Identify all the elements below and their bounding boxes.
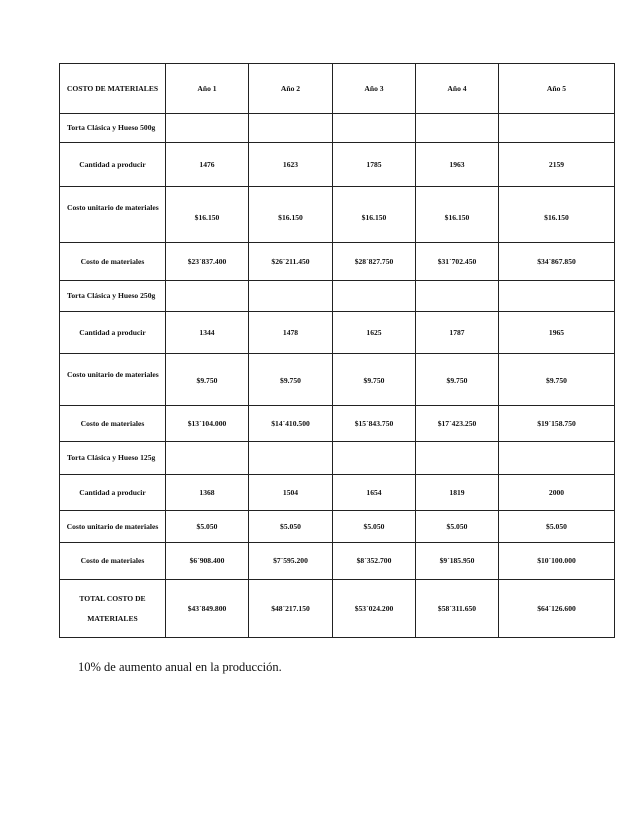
- table-cell: 1368: [166, 475, 249, 511]
- table-row: [60, 475, 615, 511]
- table-row: [60, 354, 615, 406]
- table-cell: $9.750: [416, 354, 499, 406]
- year-header: Año 5: [499, 64, 615, 114]
- total-cell: $53´024.200: [333, 580, 416, 638]
- total-cell: $48´217.150: [249, 580, 333, 638]
- table-cell: $6´908.400: [166, 543, 249, 580]
- section-title-row: [60, 281, 615, 312]
- table-cell: 1625: [333, 312, 416, 354]
- year-header: Año 4: [416, 64, 499, 114]
- table-row: [60, 543, 615, 580]
- table-cell: $7´595.200: [249, 543, 333, 580]
- table-row: [60, 243, 615, 281]
- total-label: TOTAL COSTO DE MATERIALES: [60, 580, 166, 638]
- year-header: Año 1: [166, 64, 249, 114]
- table-cell: $26´211.450: [249, 243, 333, 281]
- table-cell: 1963: [416, 143, 499, 187]
- table-cell: 2000: [499, 475, 615, 511]
- table-cell: $15´843.750: [333, 406, 416, 442]
- table-cell: $9´185.950: [416, 543, 499, 580]
- total-row: [60, 580, 615, 638]
- table-row: [60, 406, 615, 442]
- section-title: Torta Clásica y Hueso 250g: [60, 281, 166, 312]
- table-cell: $17´423.250: [416, 406, 499, 442]
- row-label: Cantidad a producir: [60, 475, 166, 511]
- total-cell: $58´311.650: [416, 580, 499, 638]
- total-cell: $64´126.600: [499, 580, 615, 638]
- table-cell: $14´410.500: [249, 406, 333, 442]
- table-cell: 1819: [416, 475, 499, 511]
- table-cell: $5.050: [499, 511, 615, 543]
- table-cell: $9.750: [333, 354, 416, 406]
- table-row: [60, 511, 615, 543]
- table-cell: $5.050: [416, 511, 499, 543]
- table-cell: 1787: [416, 312, 499, 354]
- table-row: [60, 143, 615, 187]
- header-label: COSTO DE MATERIALES: [60, 64, 166, 114]
- row-label: Cantidad a producir: [60, 312, 166, 354]
- table-header-row: [60, 64, 615, 114]
- table-cell: $9.750: [249, 354, 333, 406]
- row-label: Cantidad a producir: [60, 143, 166, 187]
- table-cell: 1623: [249, 143, 333, 187]
- table-cell: $31´702.450: [416, 243, 499, 281]
- row-label: Costo unitario de materiales: [60, 187, 166, 243]
- year-header: Año 3: [333, 64, 416, 114]
- table-cell: 1785: [333, 143, 416, 187]
- table-cell: $16.150: [249, 187, 333, 243]
- table-cell: 1965: [499, 312, 615, 354]
- table-cell: $16.150: [499, 187, 615, 243]
- section-title: Torta Clásica y Hueso 125g: [60, 442, 166, 475]
- row-label: Costo unitario de materiales: [60, 354, 166, 406]
- table-cell: $9.750: [499, 354, 615, 406]
- table-cell: $19´158.750: [499, 406, 615, 442]
- materials-cost-table: [59, 63, 615, 638]
- table-cell: 1478: [249, 312, 333, 354]
- table-cell: 1476: [166, 143, 249, 187]
- table-cell: 1504: [249, 475, 333, 511]
- table-cell: $10´100.000: [499, 543, 615, 580]
- row-label: Costo de materiales: [60, 543, 166, 580]
- table-cell: 1654: [333, 475, 416, 511]
- section-title: Torta Clásica y Hueso 500g: [60, 114, 166, 143]
- table-cell: 1344: [166, 312, 249, 354]
- row-label: Costo de materiales: [60, 406, 166, 442]
- table-cell: $16.150: [333, 187, 416, 243]
- table-cell: $16.150: [416, 187, 499, 243]
- table-cell: $13´104.000: [166, 406, 249, 442]
- table-row: [60, 312, 615, 354]
- table-cell: $8´352.700: [333, 543, 416, 580]
- table-cell: $28´827.750: [333, 243, 416, 281]
- section-title-row: [60, 114, 615, 143]
- row-label: Costo de materiales: [60, 243, 166, 281]
- table-cell: 2159: [499, 143, 615, 187]
- section-title-row: [60, 442, 615, 475]
- table-cell: $16.150: [166, 187, 249, 243]
- table-cell: $23´837.400: [166, 243, 249, 281]
- table-cell: $5.050: [166, 511, 249, 543]
- total-cell: $43´849.800: [166, 580, 249, 638]
- table-cell: $9.750: [166, 354, 249, 406]
- row-label: Costo unitario de materiales: [60, 511, 166, 543]
- year-header: Año 2: [249, 64, 333, 114]
- table-row: [60, 187, 615, 243]
- production-note: 10% de aumento anual en la producción.: [78, 660, 282, 674]
- table-cell: $5.050: [333, 511, 416, 543]
- table-cell: $34´867.850: [499, 243, 615, 281]
- table-cell: $5.050: [249, 511, 333, 543]
